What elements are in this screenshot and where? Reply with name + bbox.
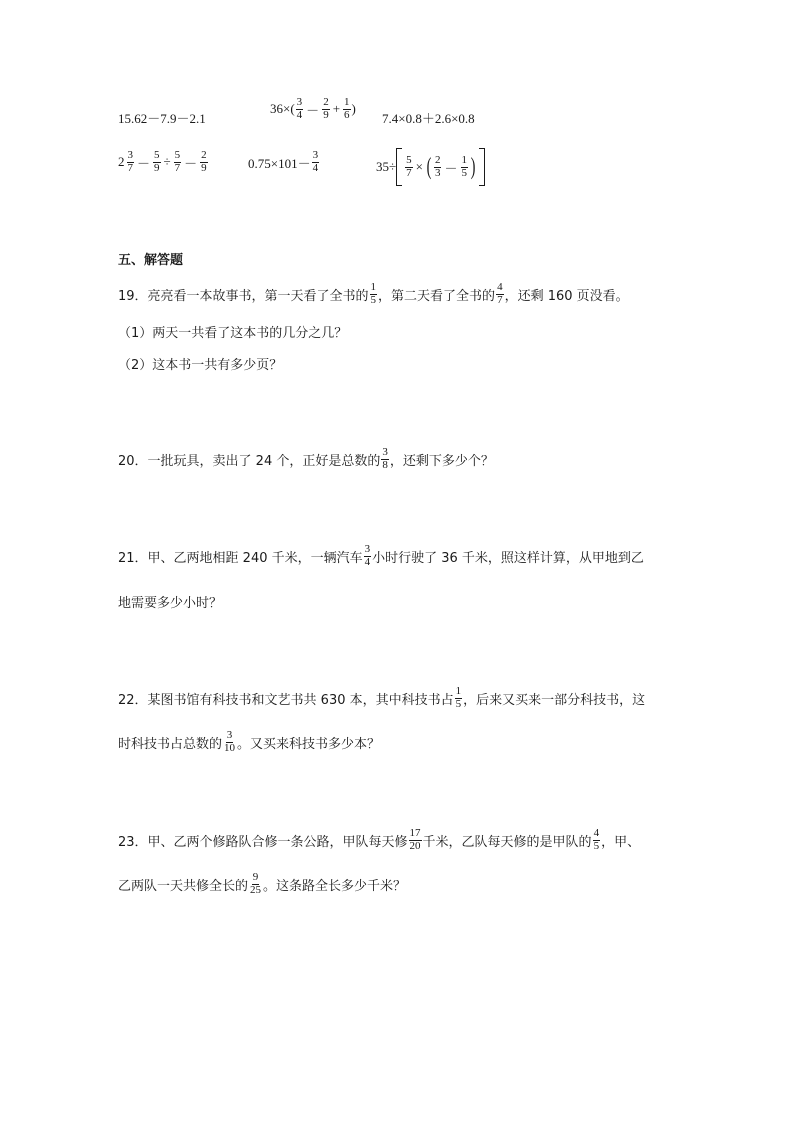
expression-2 [270,97,356,121]
left-paren: ( [426,154,432,180]
denominator: 9 [201,161,207,174]
numerator: 3 [364,543,371,555]
question-22-line-2 [118,730,380,754]
denominator: 20 [409,839,421,852]
denominator: 4 [312,161,319,174]
denominator: 7 [497,293,503,306]
numerator: 3 [312,149,319,161]
denominator: 7 [174,161,181,174]
denominator: 9 [323,108,329,121]
expression-1 [118,108,206,127]
question-text: 19．亮亮看一本故事书，第一天看了全书的 [118,288,369,304]
expression-6-prefix: 35÷ [376,159,397,174]
numerator: 2 [434,153,441,166]
denominator: 5 [461,166,467,179]
question-text: ，第二天看了全书的 [378,288,496,304]
question-23 [118,828,640,852]
denominator: 8 [382,458,388,471]
question-text: 22．某图书馆有科技书和文艺书共 630 本，其中科技书占 [118,692,454,708]
fraction [381,447,389,471]
denominator: 5 [455,697,462,710]
fraction [593,828,601,852]
denominator: 25 [250,883,262,896]
fraction [296,97,304,121]
question-21-line-2: 地需要多少小时？ [118,596,223,611]
expression-1-text: 15.62－7.9－2.1 [118,111,206,126]
question-21 [118,544,644,568]
fraction [343,97,351,121]
question-text: ，还剩 160 页没看。 [504,288,629,304]
numerator: 4 [497,281,503,293]
denominator: 4 [296,108,303,121]
section-title: 五、解答题 [118,253,184,268]
denominator: 7 [127,161,133,174]
operator: － [137,155,151,171]
numerator: 9 [252,871,259,883]
question-text: 乙两队一天共修全长的 [118,878,249,894]
operator: ÷ [163,154,171,170]
fraction [409,828,422,852]
fraction [249,872,262,896]
denominator: 4 [364,555,371,568]
expression-5 [248,150,320,174]
question-text: 。又买来科技书多少本？ [237,736,381,752]
question-text: 小时行驶了 36 千米，照这样计算，从甲地到乙 [372,550,644,566]
denominator: 5 [593,839,600,852]
operator: － [184,155,198,171]
question-text: 时科技书占总数的 [118,736,223,752]
question-text: ，还剩下多少个？ [389,453,494,469]
right-bracket [479,148,485,186]
expression-3 [382,108,475,127]
question-text: ，后来又买来一部分科技书，这 [463,692,646,708]
numerator: 17 [409,827,421,839]
right-paren: ) [470,154,476,180]
expression-2-suffix: ) [351,101,356,117]
expression-2-prefix: 36×( [270,101,295,117]
numerator: 3 [382,446,388,458]
numerator: 2 [323,96,329,108]
question-19-part-2: （2）这本书一共有多少页？ [118,358,283,373]
denominator: 9 [154,161,160,174]
fraction [153,150,161,174]
question-19 [118,282,629,306]
operator: + [332,101,341,117]
bracket-content [402,155,479,179]
fraction [322,97,330,121]
fraction [405,155,413,179]
numerator: 5 [406,153,412,166]
question-22 [118,686,645,710]
question-20 [118,447,494,471]
numerator: 2 [201,149,207,161]
denominator: 5 [370,293,377,306]
expression-3-text: 7.4×0.8＋2.6×0.8 [382,111,475,126]
fraction [127,150,135,174]
expression-5-prefix: 0.75×101－ [248,155,311,171]
question-text: 。这条路全长多少千米？ [263,878,407,894]
numerator: 3 [226,729,233,741]
numerator: 1 [370,281,377,293]
question-text: 千米，乙队每天修的是甲队的 [422,834,592,850]
fraction [496,282,504,306]
fraction [370,282,378,306]
numerator: 1 [455,685,462,697]
denominator: 10 [224,741,236,754]
expression-4 [118,150,209,174]
fraction [223,730,236,754]
question-text: 23．甲、乙两个修路队合修一条公路，甲队每天修 [118,834,408,850]
fraction [174,150,182,174]
expression-6 [376,148,485,186]
operator: × [415,159,423,174]
question-text: 20．一批玩具，卖出了 24 个，正好是总数的 [118,453,381,469]
numerator: 4 [593,827,600,839]
fraction [434,155,442,179]
square-bracket-group [396,148,485,186]
fraction [461,155,469,179]
denominator: 6 [344,108,350,121]
fraction [455,686,463,710]
numerator: 3 [127,149,133,161]
denominator: 7 [406,166,412,179]
fraction [364,544,372,568]
fraction [200,150,208,174]
denominator: 3 [434,166,441,179]
operator: － [444,160,458,176]
question-text: 21．甲、乙两地相距 240 千米，一辆汽车 [118,550,363,566]
operator: － [306,102,320,118]
numerator: 1 [461,153,467,166]
numerator: 5 [154,149,160,161]
numerator: 1 [344,96,350,108]
numerator: 5 [174,149,181,161]
question-text: ，甲、 [601,834,641,850]
numerator: 3 [296,96,303,108]
question-19-part-1: （1）两天一共看了这本书的几分之几？ [118,326,348,341]
fraction [312,150,320,174]
question-23-line-2 [118,872,406,896]
whole-number: 2 [118,154,125,170]
